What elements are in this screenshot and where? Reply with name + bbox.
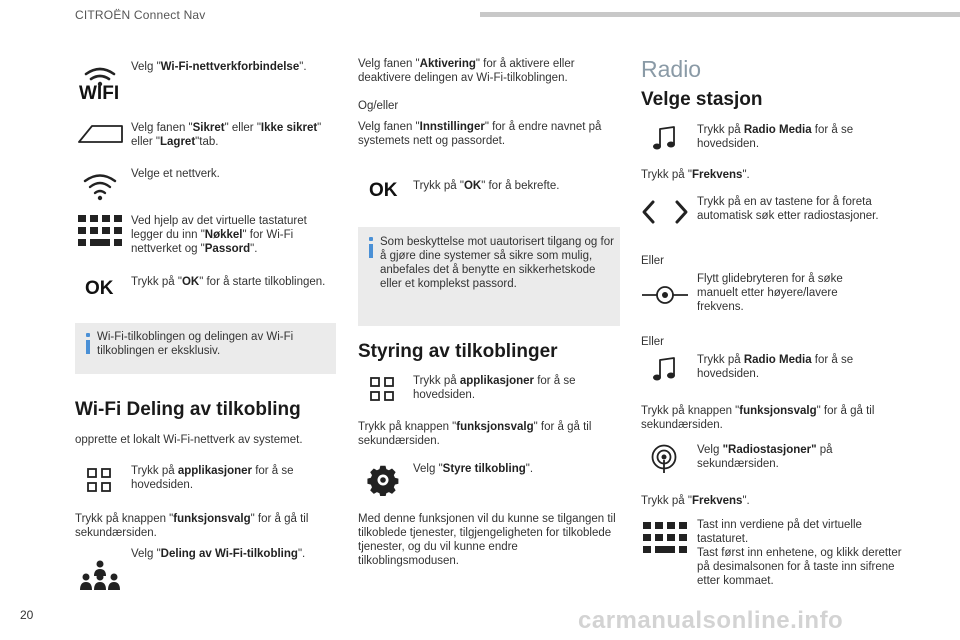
text: " eller " (131, 122, 322, 148)
step-select-network: Velge et nettverk. (131, 168, 220, 180)
bold-text: Passord (204, 243, 251, 255)
text: Ved hjelp av det virtuelle tastaturet legger du inn " (131, 215, 307, 241)
step-radio-stations (697, 443, 877, 471)
bold-text: Wi-Fi-nettverkforbindelse (160, 61, 300, 73)
bold-text: Radio Media (743, 124, 812, 136)
step-options-2 (358, 420, 620, 448)
keyboard-icon (643, 522, 687, 554)
bold-text: Aktivering (419, 58, 476, 70)
text: for å se hovedsiden. (697, 124, 854, 150)
music-note-icon (652, 126, 676, 152)
bold-text: Styre tilkobling (442, 463, 526, 475)
step-radio-media (697, 123, 877, 151)
text: Velg " (413, 463, 443, 475)
info-text: Wi-Fi-tilkoblingen og delingen av Wi-Fi tilkoblingen er eksklusiv. (97, 331, 294, 357)
watermark: carmanualsonline.info (578, 607, 844, 634)
text: ". (250, 243, 258, 255)
bold-text: Nøkkel (204, 229, 243, 241)
wifi-icon (82, 172, 118, 202)
intro-text: opprette et lokalt Wi-Fi-nettverk av systemet. (75, 434, 303, 446)
step-auto-search: Trykk på en av tastene for å foreta automatisk søk etter radiostasjoner. (697, 196, 879, 222)
info-box-security (358, 227, 620, 326)
wifi-icon-label: WIFI (79, 83, 120, 104)
text: Velg fanen " (131, 122, 193, 134)
seek-arrows-icon (641, 199, 689, 225)
header-bar (480, 12, 960, 17)
radio-station-icon (650, 444, 678, 474)
text: ". (742, 169, 750, 181)
step-options (75, 512, 345, 540)
slider-icon (641, 282, 689, 308)
text: " eller " (224, 122, 261, 134)
bold-text: funksjonsvalg (173, 513, 251, 525)
bold-text: OK (463, 180, 482, 192)
text: Trykk på (131, 465, 178, 477)
bold-text: Lagret (160, 136, 196, 148)
text: " for å aktivere eller deaktivere delingen av Wi-Fi-tilkoblingen. (358, 58, 575, 84)
text: ". (525, 463, 534, 475)
header-title: CITROËN Connect Nav (75, 8, 206, 22)
text: Trykk på " (641, 495, 692, 507)
bold-text: funksjonsvalg (739, 405, 817, 417)
step-ok-start (131, 275, 331, 289)
text: Trykk på (697, 354, 744, 366)
text: Trykk på (413, 375, 460, 387)
p-settings (358, 120, 620, 148)
bold-text: Radio Media (743, 354, 812, 366)
text: Velg fanen " (358, 58, 420, 70)
text: " for å bekrefte. (481, 180, 560, 192)
bold-text: "Radiostasjoner" (722, 444, 817, 456)
text: ". (742, 495, 750, 507)
text: på sekundærsiden. (697, 444, 833, 470)
bold-text: applikasjoner (459, 375, 534, 387)
text: for å se hovedsiden. (413, 375, 576, 401)
info-icon-stem (86, 340, 90, 354)
keyboard-icon (78, 215, 122, 247)
text: Trykk på knappen " (641, 405, 740, 417)
apps-grid-icon (370, 377, 394, 401)
step-apps (131, 464, 331, 492)
text: ". (299, 61, 307, 73)
text: " for å gå til sekundærsiden. (641, 405, 875, 431)
text: Trykk på " (641, 169, 692, 181)
step-enter-frequency: Tast inn verdiene på det virtuelle tastaturet. Tast først inn enhetene, og klikk deretter på desimalsonen for å taste inn sifrene etter kommaet. (697, 519, 902, 587)
bold-text: Frekvens (691, 169, 743, 181)
text: Velg (697, 444, 723, 456)
text: Trykk på " (413, 180, 464, 192)
step-radio-media-2 (697, 353, 877, 381)
info-box (75, 323, 336, 374)
step-ok-confirm (413, 179, 613, 193)
p-frequency-2 (641, 494, 750, 508)
p-or-1: Eller (641, 255, 665, 267)
page-number: 20 (20, 608, 34, 622)
step-select-tab (131, 121, 341, 149)
bold-text: Frekvens (691, 495, 743, 507)
step-manual-search: Flytt glidebryteren for å søke manuelt etter høyere/lavere frekvens. (697, 273, 843, 313)
text: " for å gå til sekundærsiden. (75, 513, 309, 539)
info-icon (369, 237, 373, 241)
ok-icon: OK (369, 180, 398, 201)
bold-text: Deling av Wi-Fi-tilkobling (160, 548, 298, 560)
step-enter-key-password (131, 214, 331, 256)
text: " for å starte tilkoblingen. (199, 276, 326, 288)
text: Velg " (131, 61, 161, 73)
text: for å se hovedsiden. (131, 465, 294, 491)
text: Velg fanen " (358, 121, 420, 133)
ok-icon: OK (85, 278, 114, 299)
text: "tab. (195, 136, 219, 148)
bold-text: Ikke sikret (260, 122, 318, 134)
music-note-icon (652, 357, 676, 383)
section-title-radio: Radio (641, 56, 702, 82)
text: ". (297, 548, 306, 560)
p-frequency (641, 168, 750, 182)
p-and-or: Og/eller (358, 100, 399, 112)
heading-wifi-sharing: Wi-Fi Deling av tilkobling (75, 399, 301, 420)
heading-manage-connections: Styring av tilkoblinger (358, 341, 558, 362)
share-users-icon (79, 560, 121, 592)
bold-text: OK (181, 276, 200, 288)
step-select-wifi-connection (131, 60, 341, 74)
text: " for Wi-Fi nettverket og " (131, 229, 294, 255)
step-apps-2 (413, 374, 613, 402)
text: Trykk på (697, 124, 744, 136)
text: Velg " (131, 548, 161, 560)
step-manage-connection (413, 462, 613, 476)
step-select-wifi-sharing (131, 547, 341, 561)
text: Trykk på " (131, 276, 182, 288)
apps-grid-icon (87, 468, 111, 492)
info-text: Som beskyttelse mot uautorisert tilgang og for å gjøre dine systemer så sikre som mulig, anbefales det å benytte en sikkerhetskode eller et komplekst passord. (380, 236, 614, 290)
heading-select-station: Velge stasjon (641, 89, 763, 110)
bold-text: Innstillinger (419, 121, 485, 133)
p-or-2: Eller (641, 336, 665, 348)
p-function-description: Med denne funksjonen vil du kunne se tilgangen til tilkoblede tjenester, tilgjengeligheten for tilkoblede tjenester, og du vil kunne endre tilkoblingsmodusen. (358, 513, 616, 567)
text: Trykk på knappen " (358, 421, 457, 433)
bold-text: applikasjoner (177, 465, 252, 477)
text: " for å gå til sekundærsiden. (358, 421, 592, 447)
step-options-3 (641, 404, 911, 432)
tab-icon (78, 124, 124, 144)
info-icon (86, 333, 90, 337)
p-activation (358, 57, 618, 85)
gear-icon (367, 464, 399, 496)
text: for å se hovedsiden. (697, 354, 854, 380)
bold-text: funksjonsvalg (456, 421, 534, 433)
text: Trykk på knappen " (75, 513, 174, 525)
bold-text: Sikret (192, 122, 225, 134)
text: " for å endre navnet på systemets nett og passordet. (358, 121, 602, 147)
info-icon-stem (369, 244, 373, 258)
